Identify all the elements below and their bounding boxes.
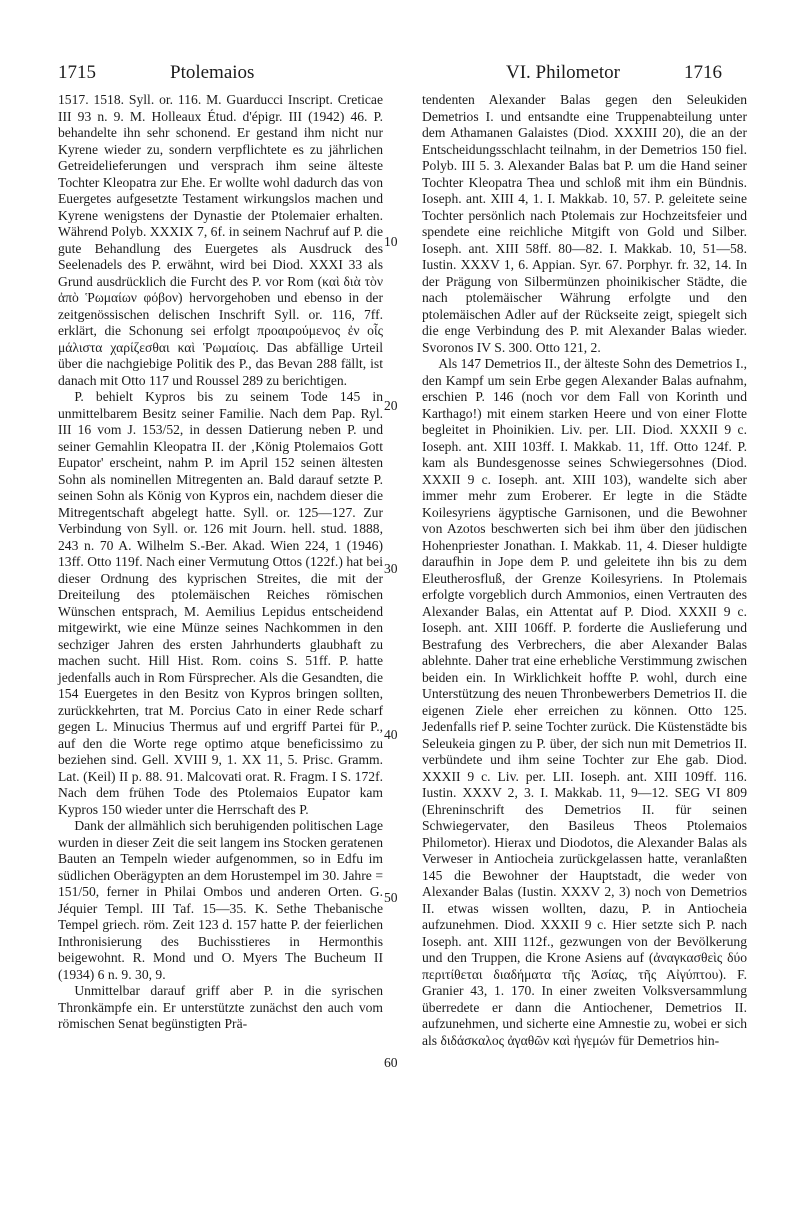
column-number-left: 1715 — [58, 62, 96, 83]
line-number-50: 50 — [384, 890, 398, 905]
right-column — [422, 92, 747, 1049]
left-paragraph-3: Dank der allmählich sich beruhigenden politischen Lage wurden in dieser Zeit die seit langem ins Stocken geratenen Bauten an Tempeln wieder aufgenommen, so in Edfu im südlichen Oberägypten an dem Horustempel im 30. Jahre = 151/50, ferner in Philai Ombos und anderen Orten. G. Jéquier Templ. III Taf. 15—35. K. Sethe Thebanische Tempel griech. röm. Zeit 123 d. 157 hatte P. der feierlichen Inthronisierung des Buchisstieres in Hermonthis beigewohnt. R. Mond und O. Myers The Bucheum II (1934) 6 n. 9. 30, 9. — [58, 818, 383, 982]
left-paragraph-4: Unmittelbar darauf griff aber P. in die syrischen Thronkämpfe ein. Er unterstützte zunächst den auch vom römischen Senat begünstigten Prä- — [58, 983, 383, 1031]
right-paragraph-1: tendenten Alexander Balas gegen den Seleukiden Demetrios I. und entsandte eine Truppenabteilung unter dem Athamanen Galaistes (Diod. XXXIII 20), die an der Entscheidungsschlacht teilnahm, in der Demetrios 150 fiel. Polyb. III 5. 3. Alexander Balas bat P. um die Hand seiner Tochter Kleopatra Thea und schloß mit ihm ein Bündnis. Ioseph. ant. XIII 4, 1. I. Makkab. 10, 57. P. geleitete seine Tochter persönlich nach Ptolemais zur Hochzeitsfeier und spendete eine reichliche Mitgift von Gold und Silber. Ioseph. ant. XIII 58ff. 80—82. I. Makkab. 10, 51—58. Iustin. XXXV 1, 6. Appian. Syr. 67. Porphyr. fr. 32, 14. In der Prägung von Silbermünzen phoinikischer Städte, die nach ptolemäischer Währung erfolgte und den ptolemäischen Adler auf der Rückseite zeigt, spiegelt sich die enge Verbindung des P. mit Alexander Balas wieder. Svoronos IV S. 300. Otto 121, 2. — [422, 92, 747, 355]
right-paragraph-2: Als 147 Demetrios II., der älteste Sohn des Demetrios I., den Kampf um sein Erbe gegen Alexander Balas aufnahm, erschien P. 146 (noch vor dem Fall von Korinth und Karthago!) mit einem starken Heere und von einer Flotte begleitet in Phoinikien. Liv. per. LII. Diod. XXXII 9 c. Ioseph. ant. XIII 103ff. I. Makkab. 11, 1ff. Otto 124f. P. kam als Bundesgenosse seines Schwiegersohnes (Diod. XXXII 9 c. Ioseph. ant. XIII 103), wandelte sich aber immer mehr zum Eroberer. Er legte in die Städte Koilesyriens ägyptische Garnisonen, und die Bewohner von Azotos beschwerten sich bei ihm über den jüdischen Hohenpriester Jonathan. I. Makkab. 11, 4. Dieser huldigte daraufhin in Jope dem P. und geleitete ihn bis zu dem Eleutherosfluß, der Grenze Koilesyriens. In Ptolemais erfolgte vorgeblich durch Ammonios, einen Vertrauten des Alexander Balas, ein Attentat auf P. Diod. XXXII 9 c. Ioseph. ant. XIII 106ff. P. forderte die Auslieferung und Bestrafung des Verbrechers, die aber Alexander Balas ablehnte. Daher trat eine erhebliche Verstimmung zwischen beiden ein. In Wirklichkeit hoffte P. wohl, durch eine Unterstützung des neuen Thronbewerbers Demetrios II. die eigenen Ziele eher erreichen zu können. Otto 125. Jedenfalls rief P. seine Tochter zurück. Die Küstenstädte bis Seleukeia gingen zu P. über, der sich nun mit Demetrios II. verbündete und ihm seine Tochter zur Ehe gab. Diod. XXXII 9 c. Liv. per. LII. Ioseph. ant. XIII 109ff. 116. Iustin. XXXV 2, 3. I. Makkab. 11, 9—12. SEG VI 809 (Ehreninschrift des Demetrios II. für seinen Schwiegervater, den Basileus Theos Ptolemaios Philometor). Hierax und Diodotos, die Alexander Balas als Verweser in Antiocheia zurückgelassen hatte, veranlaßten 145 die Bewohner der Hauptstadt, die weder von Alexander Balas (Iustin. XXXV 2, 3) noch von Demetrios II. etwas wissen wollten, dazu, P. in Antiocheia aufzunehmen. Diod. XXXII 9 c. Hier setzte sich P. nach Ioseph. ant. XIII 112f., gezwungen von der Bevölkerung und den Truppen, die Krone Asiens auf (ἀναγκασθεὶς δύο περιτίθεται διαδήματα τῆς Ἀσίας, τῆς Αἰγύπτου). F. Granier 43, 1. 170. In einer zweiten Volksversammlung überredete er dann die Antiochener, Demetrios II. aufzunehmen, und sicherte eine Amnestie zu, wobei er sich als διδάσκαλος ἀγαθῶν καὶ ἡγεμών für Demetrios hin- — [422, 356, 747, 1048]
left-column — [58, 92, 383, 1033]
line-number-gutter — [384, 0, 418, 1227]
line-number-10: 10 — [384, 234, 398, 249]
column-number-right: 1716 — [684, 62, 722, 83]
left-paragraph-1: 1517. 1518. Syll. or. 116. M. Guarducci Inscript. Creticae III 93 n. 9. M. Holleaux Étud. d'épigr. III (1942) 46. P. behandelte ihn sehr schonend. Er gestand ihm nicht nur Kyrene wieder zu, sondern verpflichtete es zu jährlichen Getreidelieferungen und versprach ihm seine älteste Tochter Kleopatra zur Ehe. Er wollte wohl dadurch das von Euergetes aufgesetzte Testament wirkungslos machen und Kyrene wenigstens der Dynastie der Ptolemaier erhalten. Während Polyb. XXXIX 7, 6f. in seinem Nachruf auf P. die gute Behandlung des Euergetes als Ausdruck des Seelenadels des P. erwähnt, wird bei Diod. XXXI 33 als Grund ausdrücklich die Furcht des P. vor Rom (καὶ διὰ τὸν ἀπὸ Ῥωμαίων φόβον) hervorgehoben und ebenso in der zeitgenössischen delischen Inschrift Syll. or. 116, 7ff. erklärt, die Schonung sei erfolgt προαιρούμενος ἐν οἷς μάλιστα χαρίζεσθαι καὶ Ῥωμαίοις. Das abfällige Urteil über die nachgiebige Politik des P., das Bevan 288 fällt, ist danach mit Otto 117 und Roussel 289 zu berichtigen. — [58, 92, 383, 388]
running-title-right: VI. Philometor — [506, 62, 620, 83]
left-paragraph-2: P. behielt Kypros bis zu seinem Tode 145 in unmittelbarem Besitz seiner Familie. Nach dem Pap. Ryl. III 16 vom J. 153/52, in dessen Datierung neben P. und seiner Gemahlin Kleopatra II. der ‚König Ptolemaios Gott Eupator' erscheint, nahm P. im April 152 seinen ältesten Sohn als nominellen Mitregenten an. Bald darauf setzte P. seinen Sohn als König von Kypros ein, nachdem dieser die Mitregentschaft abgelegt hatte. Syll. or. 125—127. Zur Verbindung von Syll. or. 126 mit Journ. hell. stud. 1888, 243 n. 70 A. Wilhelm S.-Ber. Akad. Wien 224, 1 (1946) 13ff. Otto 119f. Nach einer Vermutung Ottos (122f.) hat bei dieser Ordnung des kyprischen Streites, die mit der Dreiteilung des ptolemäischen Reiches römischen Wünschen entsprach, M. Aemilius Lepidus entscheidend mitgewirkt, wie eine Münze seines Nachkommen in den sechziger Jahren des ersten Jahrhunderts glaubhaft zu machen sucht. Hill Hist. Rom. coins S. 51ff. P. hatte jedenfalls auch in Rom Fürsprecher. Als die Gesandten, die 154 Euergetes in den Besitz von Kypros bringen sollten, zurückkehrten, trat M. Porcius Cato in einer Rede scharf gegen L. Minucius Thermus auf und ergriff Partei für P., auf den die Worte rege optimo atque beneficissimo zu beziehen sind. Gell. XVIII 9, 1. XX 11, 5. Prisc. Gramm. Lat. (Keil) II p. 88. 91. Malcovati orat. R. Fragm. I S. 172f. Nach dem frühen Tode des Ptolemaios Eupator kam Kypros 150 wieder unter die Herrschaft des P. — [58, 389, 383, 817]
running-title-left: Ptolemaios — [170, 62, 255, 83]
line-number-30: 30 — [384, 561, 398, 576]
line-number-60: 60 — [384, 1055, 398, 1070]
line-number-40: 40 — [384, 727, 398, 742]
line-number-20: 20 — [384, 398, 398, 413]
